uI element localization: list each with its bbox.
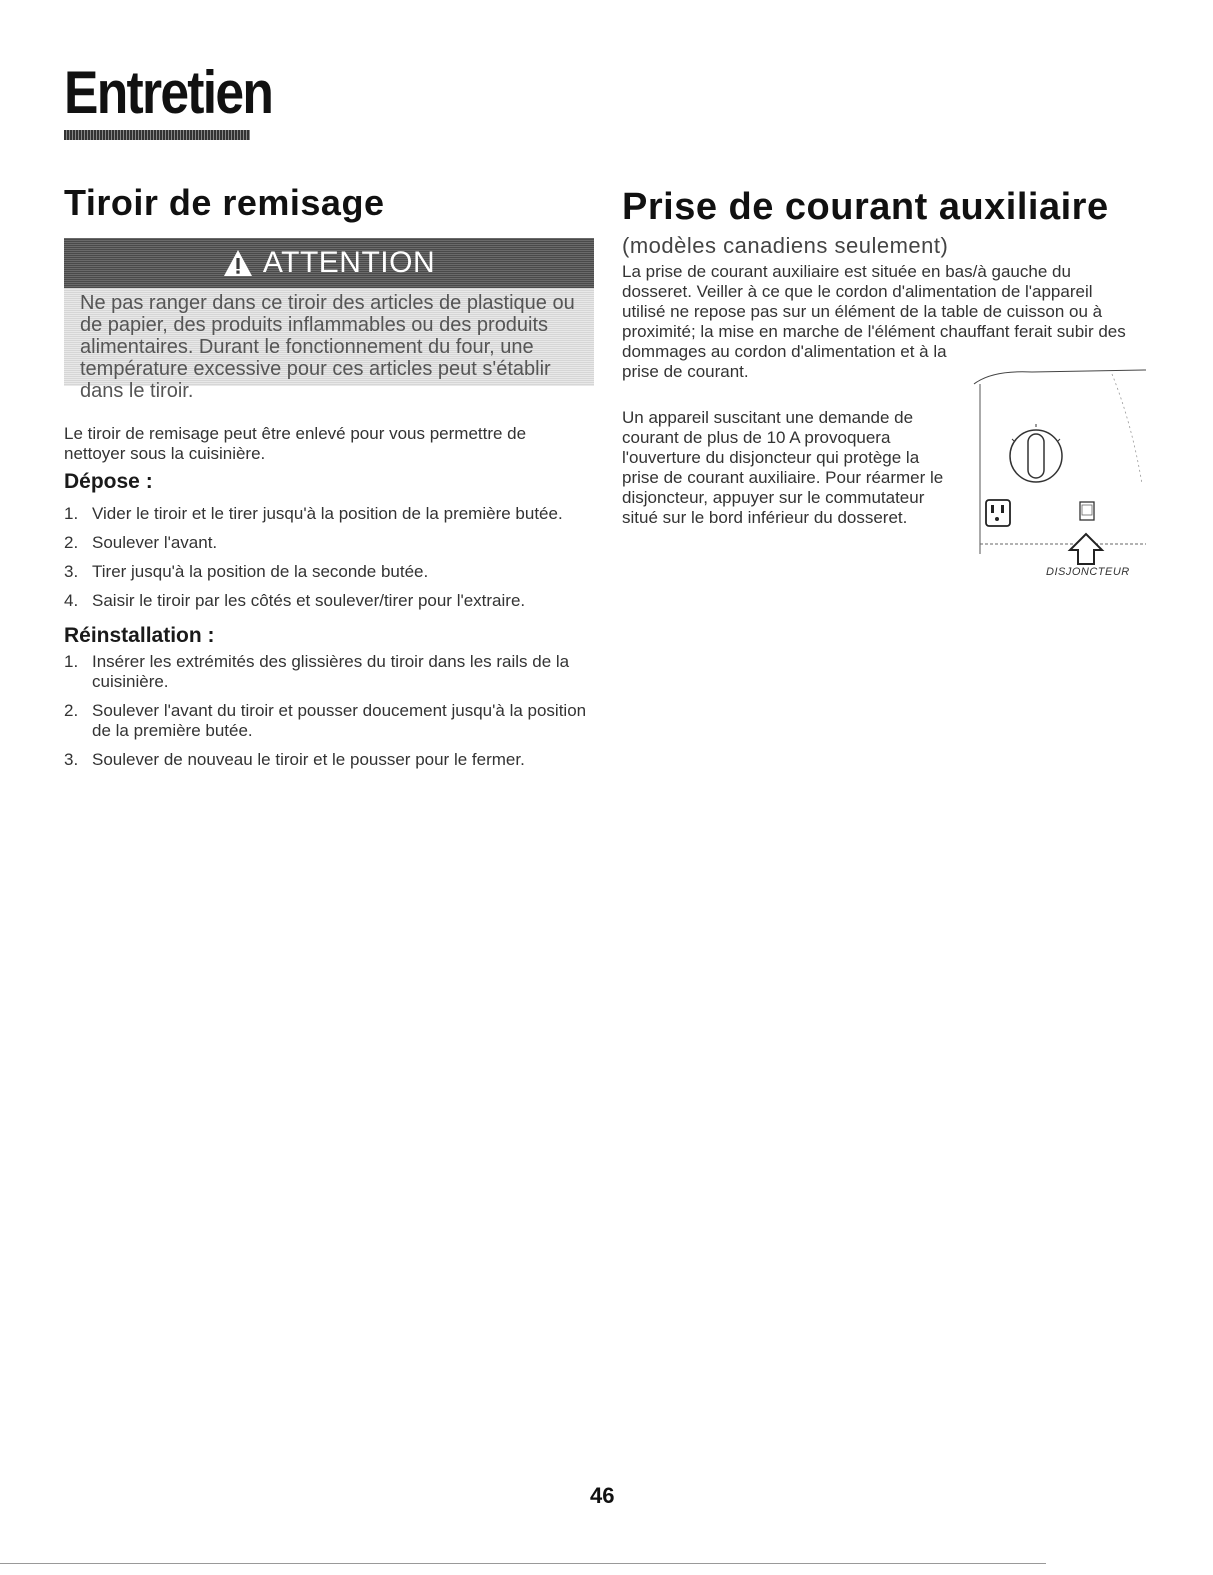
page-title: Entretien	[64, 59, 273, 126]
auxiliary-paragraph-1-end: dommages au cordon d'alimentation et à la prise de courant.	[622, 342, 947, 381]
arrow-up-icon	[1070, 534, 1102, 564]
reinstallation-step-1: 1. Insérer les extrémités des glissières du tiroir dans les rails de la cuisinière.	[64, 652, 570, 691]
storage-drawer-heading: Tiroir de remisage	[64, 182, 385, 223]
reinstallation-steps	[64, 652, 604, 779]
warning-box	[64, 238, 594, 402]
outlet-icon	[986, 500, 1010, 526]
warning-banner	[64, 238, 594, 288]
removal-step-3: 3. Tirer jusqu'à la position de la seconde butée.	[64, 562, 429, 581]
auxiliary-paragraph-2: Un appareil suscitant une demande de courant de plus de 10 A provoquera l'ouverture du disjoncteur qui protège la prise de courant auxiliaire. Pour réarmer le disjoncteur, appuyer sur le commutateur situé sur le bord inférieur du dosseret.	[622, 408, 944, 527]
bottom-rule	[0, 1563, 1046, 1564]
warning-triangle-icon	[223, 248, 253, 278]
reinstallation-step-2: 2. Soulever l'avant du tiroir et pousser doucement jusqu'à la position de la première butée.	[64, 701, 587, 740]
circuit-breaker-icon	[1080, 502, 1094, 520]
control-knob-icon	[1010, 424, 1062, 482]
reinstallation-heading: Réinstallation :	[64, 624, 215, 647]
breaker-diagram	[972, 364, 1148, 568]
auxiliary-outlet-subheading: (modèles canadiens seulement)	[622, 233, 949, 258]
page-number: 46	[590, 1483, 615, 1508]
warning-label: ATTENTION	[262, 246, 436, 279]
removal-step-1: 1. Vider le tiroir et le tirer jusqu'à la position de la première butée.	[64, 504, 563, 523]
storage-drawer-intro: Le tiroir de remisage peut être enlevé pour vous permettre de nettoyer sous la cuisinière.	[64, 424, 527, 463]
reinstallation-step-3: 3. Soulever de nouveau le tiroir et le pousser pour le fermer.	[64, 750, 525, 769]
removal-step-4: 4. Saisir le tiroir par les côtés et soulever/tirer pour l'extraire.	[64, 591, 526, 610]
title-underline	[64, 130, 250, 140]
auxiliary-paragraph-1: La prise de courant auxiliaire est située en bas/à gauche du dosseret. Veiller à ce que le cordon d'alimentation de l'appareil utilisé ne repose pas sur un élément de la table de cuisson ou à proximité; la mise en marche de l'élément chauffant ferait subir des	[622, 262, 1126, 341]
warning-text: Ne pas ranger dans ce tiroir des articles de plastique ou de papier, des produits inflammables ou des produits alimentaires. Durant le fonctionnement du four, une température excessive pour ces articles peut s'établir dans le tiroir.	[80, 292, 575, 402]
removal-steps	[64, 504, 604, 620]
auxiliary-outlet-heading: Prise de courant auxiliaire	[622, 186, 1109, 228]
removal-heading: Dépose :	[64, 470, 153, 493]
diagram-caption: DISJONCTEUR	[1046, 566, 1130, 578]
removal-step-2: 2. Soulever l'avant.	[64, 533, 218, 552]
